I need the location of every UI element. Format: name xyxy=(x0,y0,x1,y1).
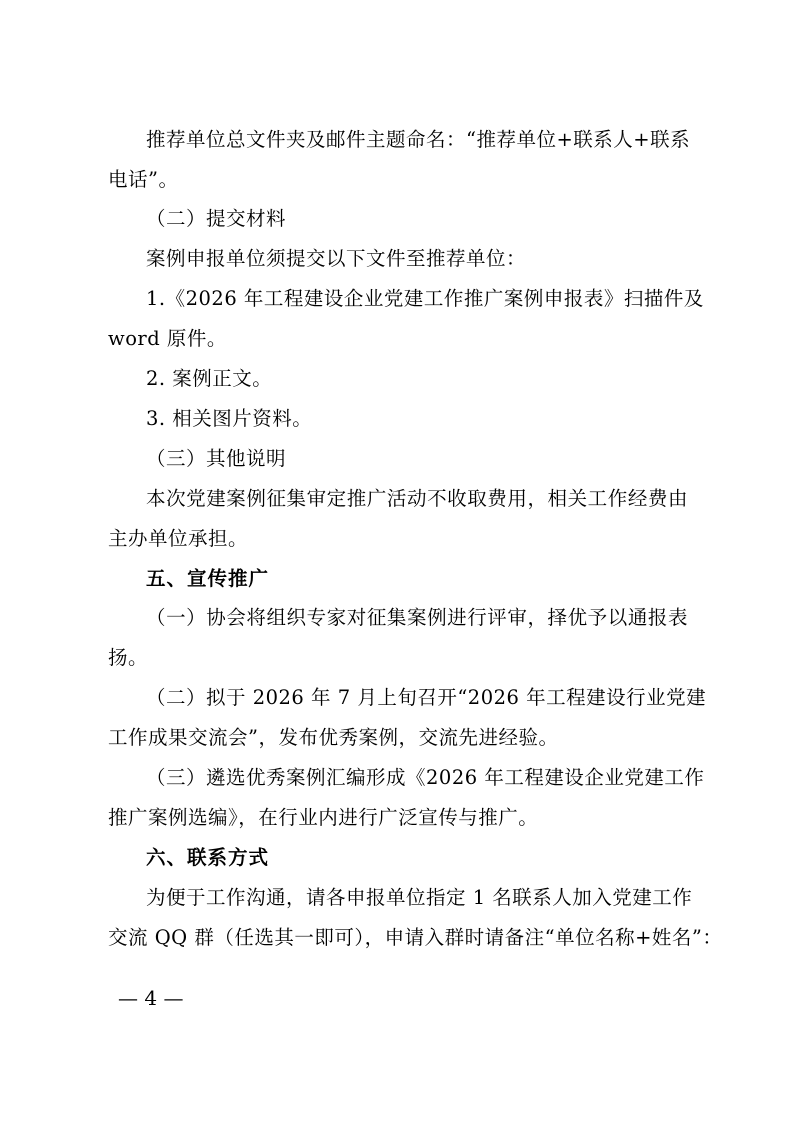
paragraph-line: 推广案例选编》，在行业内进行广泛宣传与推广。 xyxy=(108,806,539,829)
paragraph-line: 2. 案例正文。 xyxy=(146,367,273,390)
paragraph-line: 本次党建案例征集审定推广活动不收取费用，相关工作经费由 xyxy=(146,487,688,510)
section-heading: 六、联系方式 xyxy=(146,846,270,869)
paragraph-line: （一）协会将组织专家对征集案例进行评审，择优予以通报表 xyxy=(146,606,688,629)
page-number: — 4 — xyxy=(118,986,184,1010)
section-heading: 五、宣传推广 xyxy=(146,567,270,590)
paragraph-line: 案例申报单位须提交以下文件至推荐单位： xyxy=(146,247,527,270)
paragraph-line: 推荐单位总文件夹及邮件主题命名：“推荐单位+联系人+联系 xyxy=(146,128,691,151)
section-subheading: （二）提交材料 xyxy=(146,207,287,230)
paragraph-line: （二）拟于 2026 年 7 月上旬召开“2026 年工程建设行业党建 xyxy=(146,686,707,709)
paragraph-line: 扬。 xyxy=(108,646,149,669)
paragraph-line: 主办单位承担。 xyxy=(108,527,249,550)
paragraph-line: 为便于工作沟通，请各申报单位指定 1 名联系人加入党建工作 xyxy=(146,886,693,909)
paragraph-line: 3. 相关图片资料。 xyxy=(146,407,313,430)
section-subheading: （三）其他说明 xyxy=(146,447,287,470)
paragraph-line: 工作成果交流会”，发布优秀案例，交流先进经验。 xyxy=(108,726,559,749)
paragraph-line: 电话”。 xyxy=(108,168,179,191)
paragraph-line: word 原件。 xyxy=(108,327,227,350)
paragraph-line: （三）遴选优秀案例汇编形成《2026 年工程建设企业党建工作 xyxy=(146,766,705,789)
paragraph-line: 交流 QQ 群（任选其一即可），申请入群时请备注“单位名称+姓名”： xyxy=(108,926,723,949)
paragraph-line: 1.《2026 年工程建设企业党建工作推广案例申报表》扫描件及 xyxy=(146,287,704,310)
